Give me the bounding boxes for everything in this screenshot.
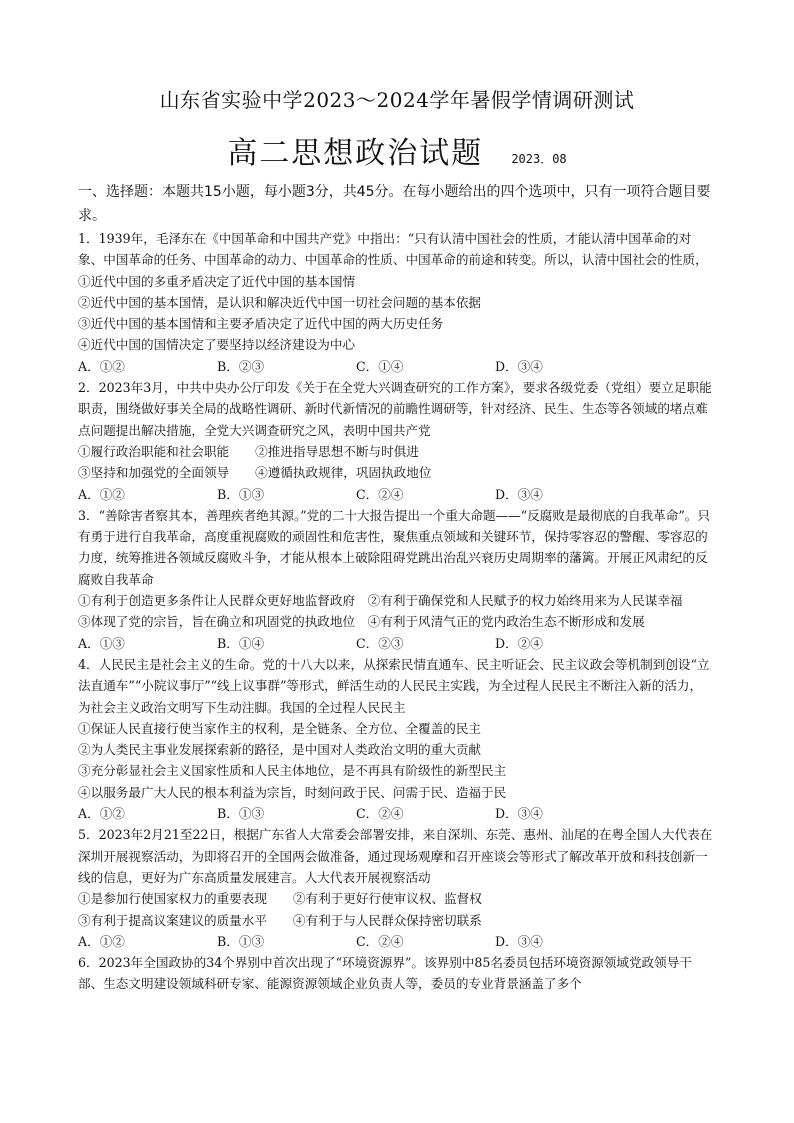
statement: ①是参加行使国家权力的重要表现: [78, 891, 267, 907]
option-a[interactable]: A．①②: [78, 806, 125, 822]
option-d[interactable]: D．③④: [495, 933, 543, 949]
statement: ③充分彰显社会主义国家性质和人民主体地位，是不再具有阶级性的新型民主: [78, 763, 507, 779]
option-c[interactable]: C．②④: [356, 806, 404, 822]
statement-row: [78, 441, 714, 462]
question-stem: 5．2023年2月21至22日，根据广东省人大常委会部署安排，来自深圳、东莞、惠州、汕尾的在粤全国人大代表在深圳开展视察活动，为即将召开的全国两会做准备，通过现场观摩和召开座谈会等形式了解改革开放和科技创新一线的信息，更好为广东高质量发展建言。人大代表开展视察活动: [78, 827, 713, 885]
statement: ④以服务最广大人民的根本利益为宗旨，时刻问政于民、问需于民、造福于民: [78, 784, 507, 800]
option-d[interactable]: D．③④: [495, 806, 543, 822]
statement: ②为人类民主事业发展探索新的路径，是中国对人类政治文明的重大贡献: [78, 742, 481, 758]
statement: ②近代中国的基本国情，是认识和解决近代中国一切社会问题的基本依据: [78, 294, 481, 310]
section-heading: 一、选择题：本题共15小题，每小题3分，共45分。在每小题给出的四个选项中，只有一项符合题目要求。: [78, 184, 711, 224]
option-a[interactable]: A．①②: [78, 358, 125, 374]
option-a[interactable]: A．①②: [78, 486, 125, 502]
option-c[interactable]: C．①④: [356, 358, 404, 374]
question-4: [78, 654, 714, 824]
statement: ②有利于更好行使审议权、监督权: [292, 891, 482, 907]
option-d[interactable]: D．②④: [495, 635, 543, 651]
question-1: [78, 228, 714, 377]
option-c[interactable]: C．②③: [356, 635, 404, 651]
statement: ④近代中国的国情决定了要坚持以经济建设为中心: [78, 337, 356, 353]
question-stem: 2．2023年3月，中共中央办公厅印发《关于在全党大兴调查研究的工作方案》，要求各级党委（党组）要立足职能职责，围绕做好事关全局的战略性调研、新时代新情况的前瞻性调研等，针对经济、民生、生态等各领域的堵点难点问题提出解决措施，全党大兴调查研究之风，表明中国共产党: [78, 380, 712, 438]
statement: ①近代中国的多重矛盾决定了近代中国的基本国情: [78, 273, 356, 289]
statement-row: [78, 910, 714, 931]
statement: ④遵循执政规律，巩固执政地位: [255, 465, 432, 481]
option-d[interactable]: D．③④: [495, 486, 543, 502]
statement-row: [78, 888, 714, 909]
option-b[interactable]: B．①③: [217, 486, 265, 502]
option-b[interactable]: B．①③: [217, 933, 265, 949]
question-stem: 3．“善除害者察其本，善理疾者绝其源。”党的二十大报告提出一个重大命题——“反腐败是最彻底的自我革命”。只有勇于进行自我革命，高度重视腐败的顽固性和危害性，聚焦重点领域和关键环节，保持零容忍的警醒、零容忍的力度，统筹推进各领域反腐败斗争，才能从根本上破除阻碍党跳出治乱兴衰历史周期率的藩篱。开展正风肃纪的反腐败自我革命: [78, 507, 710, 587]
statement-row: [78, 462, 714, 483]
option-a[interactable]: A．①③: [78, 635, 125, 651]
option-c[interactable]: C．②④: [356, 486, 404, 502]
statement: ④有利于与人民群众保持密切联系: [292, 912, 482, 928]
options-row: [78, 633, 714, 654]
question-3: [78, 505, 714, 654]
options-row: [78, 484, 714, 505]
option-c[interactable]: C．②④: [356, 933, 404, 949]
options-row: [78, 356, 714, 377]
exam-content: [78, 180, 714, 995]
option-a[interactable]: A．①②: [78, 933, 125, 949]
question-2: [78, 377, 714, 505]
question-stem: 1．1939年，毛泽东在《中国革命和中国共产党》中指出：“只有认清中国社会的性质，才能认清中国革命的对象、中国革命的任务、中国革命的动力、中国革命的性质、中国革命的前途和转变。所以，认清中国社会的性质，: [78, 231, 708, 268]
statement: ①保证人民直接行使当家作主的权利，是全链条、全方位、全覆盖的民主: [78, 720, 481, 736]
school-header: 山东省实验中学2023～2024学年暑假学情调研测试: [159, 88, 635, 112]
statement: ①有利于创造更多条件让人民群众更好地监督政府 ②有利于确保党和人民赋予的权力始终用来为人民谋幸福: [78, 593, 683, 609]
option-b[interactable]: B．①③: [217, 806, 265, 822]
exam-title: 高二思想政治试题: [227, 136, 484, 171]
statement: ③体现了党的宗旨，旨在确立和巩固党的执政地位 ④有利于风清气正的党内政治生态不断形成和发展: [78, 614, 645, 630]
statement: ②推进指导思想不断与时俱进: [255, 443, 419, 459]
option-b[interactable]: B．①④: [217, 635, 265, 651]
options-row: [78, 931, 714, 952]
question-stem: 6．2023年全国政协的34个界别中首次出现了“环境资源界”。该界别中85名委员包括环境资源领域党政领导干部、生态文明建设领域科研专家、能源资源领域企业负责人等，委员的专业背景涵盖了多个: [78, 955, 692, 992]
exam-date: 2023．08: [511, 152, 567, 166]
statement: ①履行政治职能和社会职能: [78, 443, 230, 459]
statement: ③坚持和加强党的全面领导: [78, 465, 230, 481]
question-stem: 4．人民民主是社会主义的生命。党的十八大以来，从探索民情直通车、民主听证会、民主议政会等机制到创设“立法直通车”“小院议事厅”“线上议事群”等形式，鲜活生动的人民民主实践，为全过程人民民主不断注入新的活力，为社会主义政治文明写下生动注脚。我国的全过程人民民主: [78, 656, 710, 715]
option-d[interactable]: D．③④: [495, 358, 543, 374]
question-5: [78, 824, 714, 952]
statement: ③有利于提高议案建议的质量水平: [78, 912, 267, 928]
option-b[interactable]: B．②③: [217, 358, 265, 374]
statement: ③近代中国的基本国情和主要矛盾决定了近代中国的两大历史任务: [78, 316, 444, 332]
title-row: [0, 128, 794, 172]
question-6: [78, 952, 714, 995]
options-row: [78, 803, 714, 824]
